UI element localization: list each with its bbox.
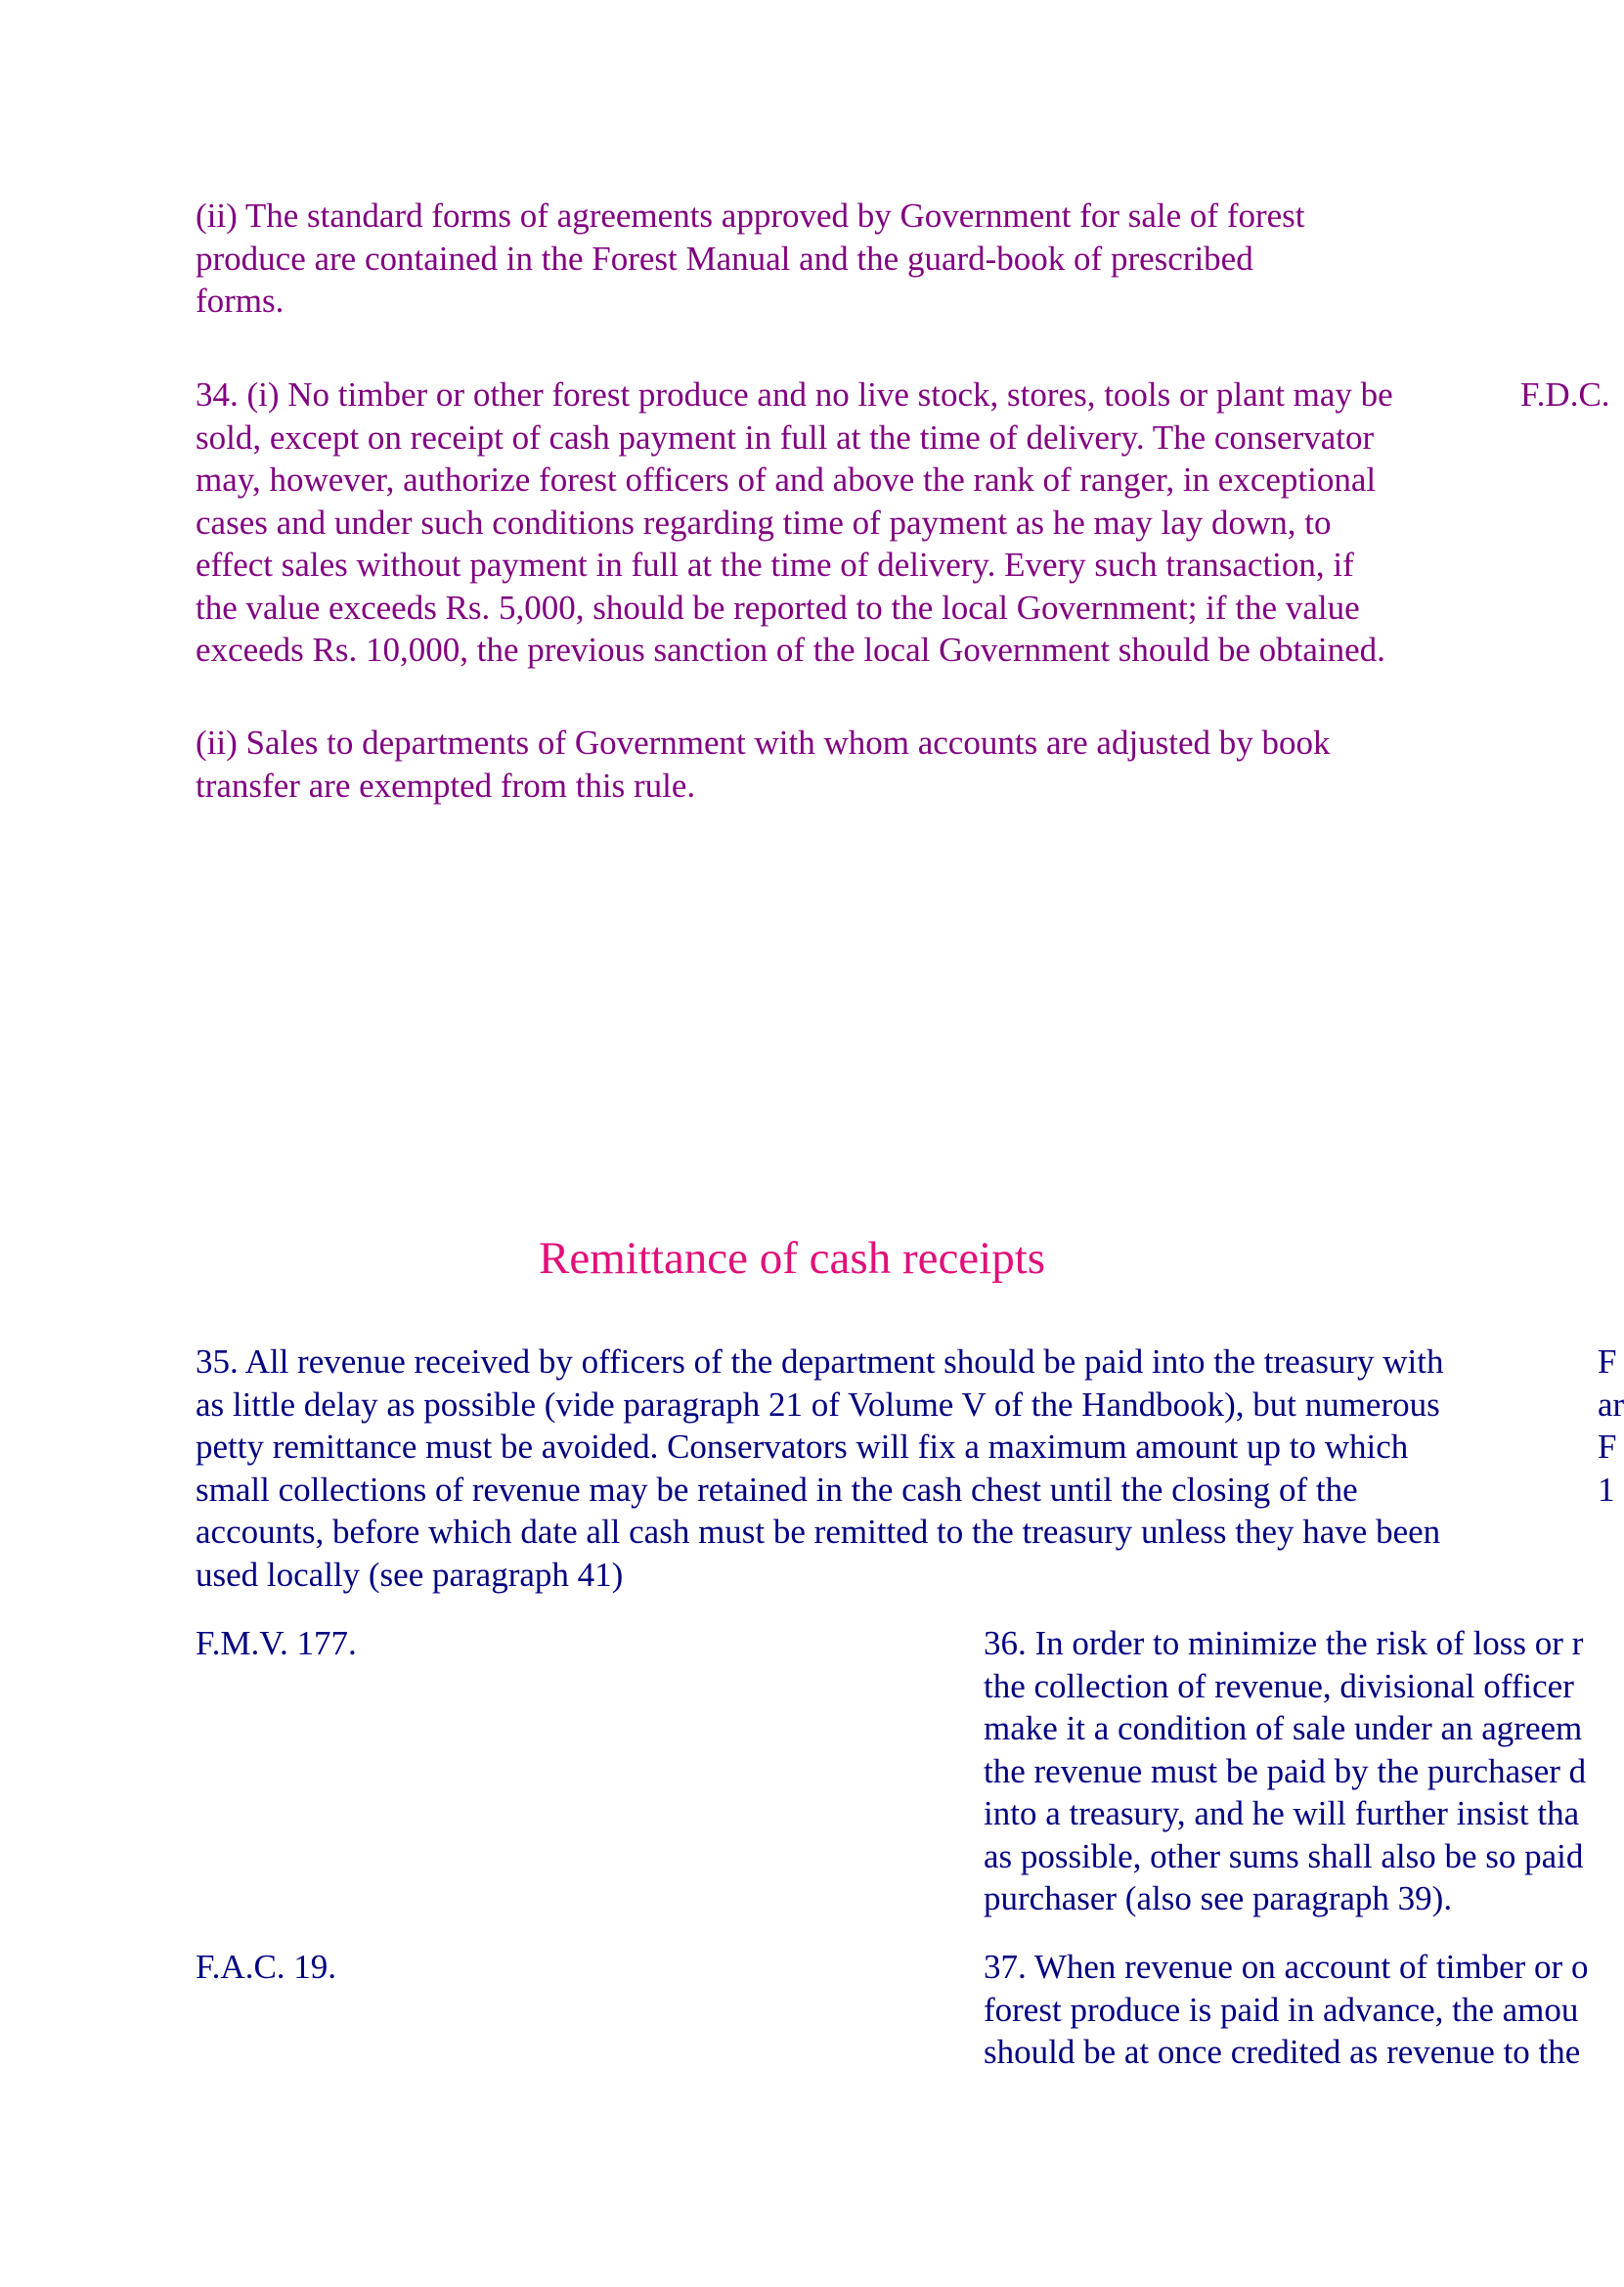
text-line: 35. All revenue received by officers of the department should be paid into the treasury with [196,1342,1444,1381]
text-line: sold, except on receipt of cash payment in full at the time of delivery. The conservator [196,418,1375,457]
text-line: 37. When revenue on account of timber or o [984,1948,1589,1986]
text-line: F [1598,1428,1617,1466]
text-line: the revenue must be paid by the purchaser d [984,1751,1587,1790]
paragraph-34-i [196,374,1393,672]
text-line: (ii) Sales to departments of Government with whom accounts are adjusted by book [196,724,1331,762]
margin-note-35 [1598,1341,1624,1511]
text-line: cases and under such conditions regarding time of payment as he may lay down, to [196,503,1332,542]
margin-note-34: F.D.C. [1520,375,1610,414]
text-line: should be at once credited as revenue to the [984,2033,1581,2071]
text-line: may, however, authorize forest officers of and above the rank of ranger, in exceptional [196,461,1377,499]
text-line: (ii) The standard forms of agreements approved by Government for sale of forest [196,197,1305,235]
text-line: used locally (see paragraph 41) [196,1555,624,1594]
section-heading: Remittance of cash receipts [539,1233,1046,1284]
text-line: produce are contained in the Forest Manual and the guard-book of prescribed [196,239,1253,278]
paragraph-36 [984,1622,1586,1920]
text-line: forest produce is paid in advance, the amou [984,1990,1579,2029]
text-line: accounts, before which date all cash must be remitted to the treasury unless they have been [196,1513,1441,1551]
paragraph-ii-exemption [196,722,1331,807]
text-line: ar [1598,1385,1624,1424]
text-line: small collections of revenue may be retained in the cash chest until the closing of the [196,1470,1358,1509]
text-line: as possible, other sums shall also be so paid [984,1836,1584,1875]
text-line: 1 [1598,1470,1615,1509]
paragraph-37 [984,1946,1588,2074]
text-line: exceeds Rs. 10,000, the previous sanction of the local Government should be obtained. [196,631,1385,669]
text-line: the collection of revenue, divisional officer [984,1666,1574,1705]
text-line: as little delay as possible (vide paragraph 21 of Volume V of the Handbook), but numerous [196,1385,1440,1424]
text-line: transfer are exempted from this rule. [196,766,696,805]
text-line: petty remittance must be avoided. Conservators will fix a maximum amount up to which [196,1428,1409,1466]
text-line: purchaser (also see paragraph 39). [984,1879,1453,1917]
margin-note-36: F.M.V. 177. [196,1624,357,1662]
text-line: forms. [196,282,285,320]
text-line: into a treasury, and he will further insist tha [984,1794,1580,1832]
paragraph-ii-agreements [196,195,1305,323]
paragraph-35 [196,1341,1443,1596]
text-line: 34. (i) No timber or other forest produce and no live stock, stores, tools or plant may be [196,375,1393,414]
text-line: 36. In order to minimize the risk of loss or r [984,1624,1584,1662]
text-line: F [1598,1342,1617,1381]
text-line: the value exceeds Rs. 5,000, should be reported to the local Government; if the value [196,588,1360,627]
margin-note-37: F.A.C. 19. [196,1948,337,1986]
text-line: effect sales without payment in full at the time of delivery. Every such transaction, if [196,546,1354,584]
text-line: make it a condition of sale under an agreem [984,1709,1583,1747]
